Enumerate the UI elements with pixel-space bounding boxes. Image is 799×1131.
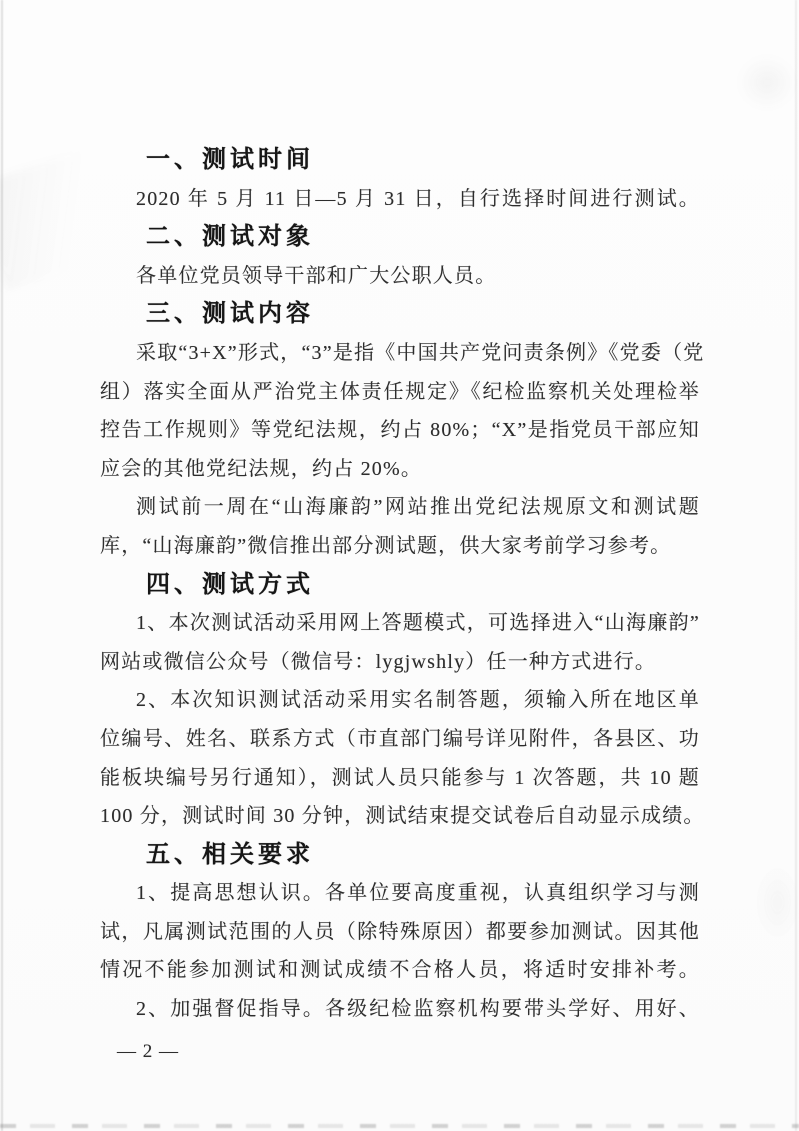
text-line: 2、加强督促指导。各级纪检监察机构要带头学好、用好、 bbox=[136, 998, 700, 1021]
page-number: — 2 — bbox=[117, 1041, 179, 1062]
text-line: 应会的其他党纪法规，约占 20%。 bbox=[100, 457, 423, 480]
scan-smudge-bottom-right bbox=[750, 855, 799, 950]
text-line: 位编号、姓名、联系方式（市直部门编号详见附件，各县区、功 bbox=[100, 727, 700, 750]
text-line: 库，“山海廉韵”微信推出部分测试题，供大家考前学习参考。 bbox=[100, 534, 672, 557]
text-line: 1、本次测试活动采用网上答题模式，可选择进入“山海廉韵” bbox=[136, 612, 700, 635]
section-heading: 五、相关要求 bbox=[146, 840, 314, 868]
text-line: 1、提高思想认识。各单位要高度重视，认真组织学习与测 bbox=[136, 882, 700, 905]
text-line: 2、本次知识测试活动采用实名制答题，须输入所在地区单 bbox=[136, 689, 700, 712]
scan-edge-right bbox=[795, 0, 797, 1131]
document-body bbox=[100, 141, 705, 1029]
text-line: 控告工作规则》等党纪法规，约占 80%；“X”是指党员干部应知 bbox=[100, 419, 700, 442]
text-line: 2020 年 5 月 11 日—5 月 31 日，自行选择时间进行测试。 bbox=[136, 187, 700, 210]
text-line: 网站或微信公众号（微信号：lygjwshly）任一种方式进行。 bbox=[100, 650, 657, 673]
scan-edge-left bbox=[1, 0, 3, 1131]
text-line: 组）落实全面从严治党主体责任规定》《纪检监察机关处理检举 bbox=[100, 380, 700, 403]
text-line: 100 分，测试时间 30 分钟，测试结束提交试卷后自动显示成绩。 bbox=[100, 805, 705, 828]
text-line: 能板块编号另行通知），测试人员只能参与 1 次答题，共 10 题 bbox=[100, 766, 700, 789]
text-line: 采取“3+X”形式，“3”是指《中国共产党问责条例》《党委（党 bbox=[136, 341, 705, 364]
scan-edge-bottom bbox=[0, 1124, 799, 1128]
text-line: 各单位党员领导干部和广大公职人员。 bbox=[136, 264, 497, 287]
section-heading: 一、测试时间 bbox=[146, 146, 314, 173]
section-heading: 三、测试内容 bbox=[146, 300, 314, 328]
text-line: 情况不能参加测试和测试成绩不合格人员，将适时安排补考。 bbox=[100, 959, 700, 982]
text-line: 测试前一周在“山海廉韵”网站推出党纪法规原文和测试题 bbox=[136, 496, 700, 519]
section-heading: 二、测试对象 bbox=[146, 223, 314, 251]
text-line: 试，凡属测试范围的人员（除特殊原因）都要参加测试。因其他 bbox=[100, 920, 700, 943]
scan-smudge-top-right bbox=[727, 45, 799, 120]
section-heading: 四、测试方式 bbox=[146, 570, 314, 598]
